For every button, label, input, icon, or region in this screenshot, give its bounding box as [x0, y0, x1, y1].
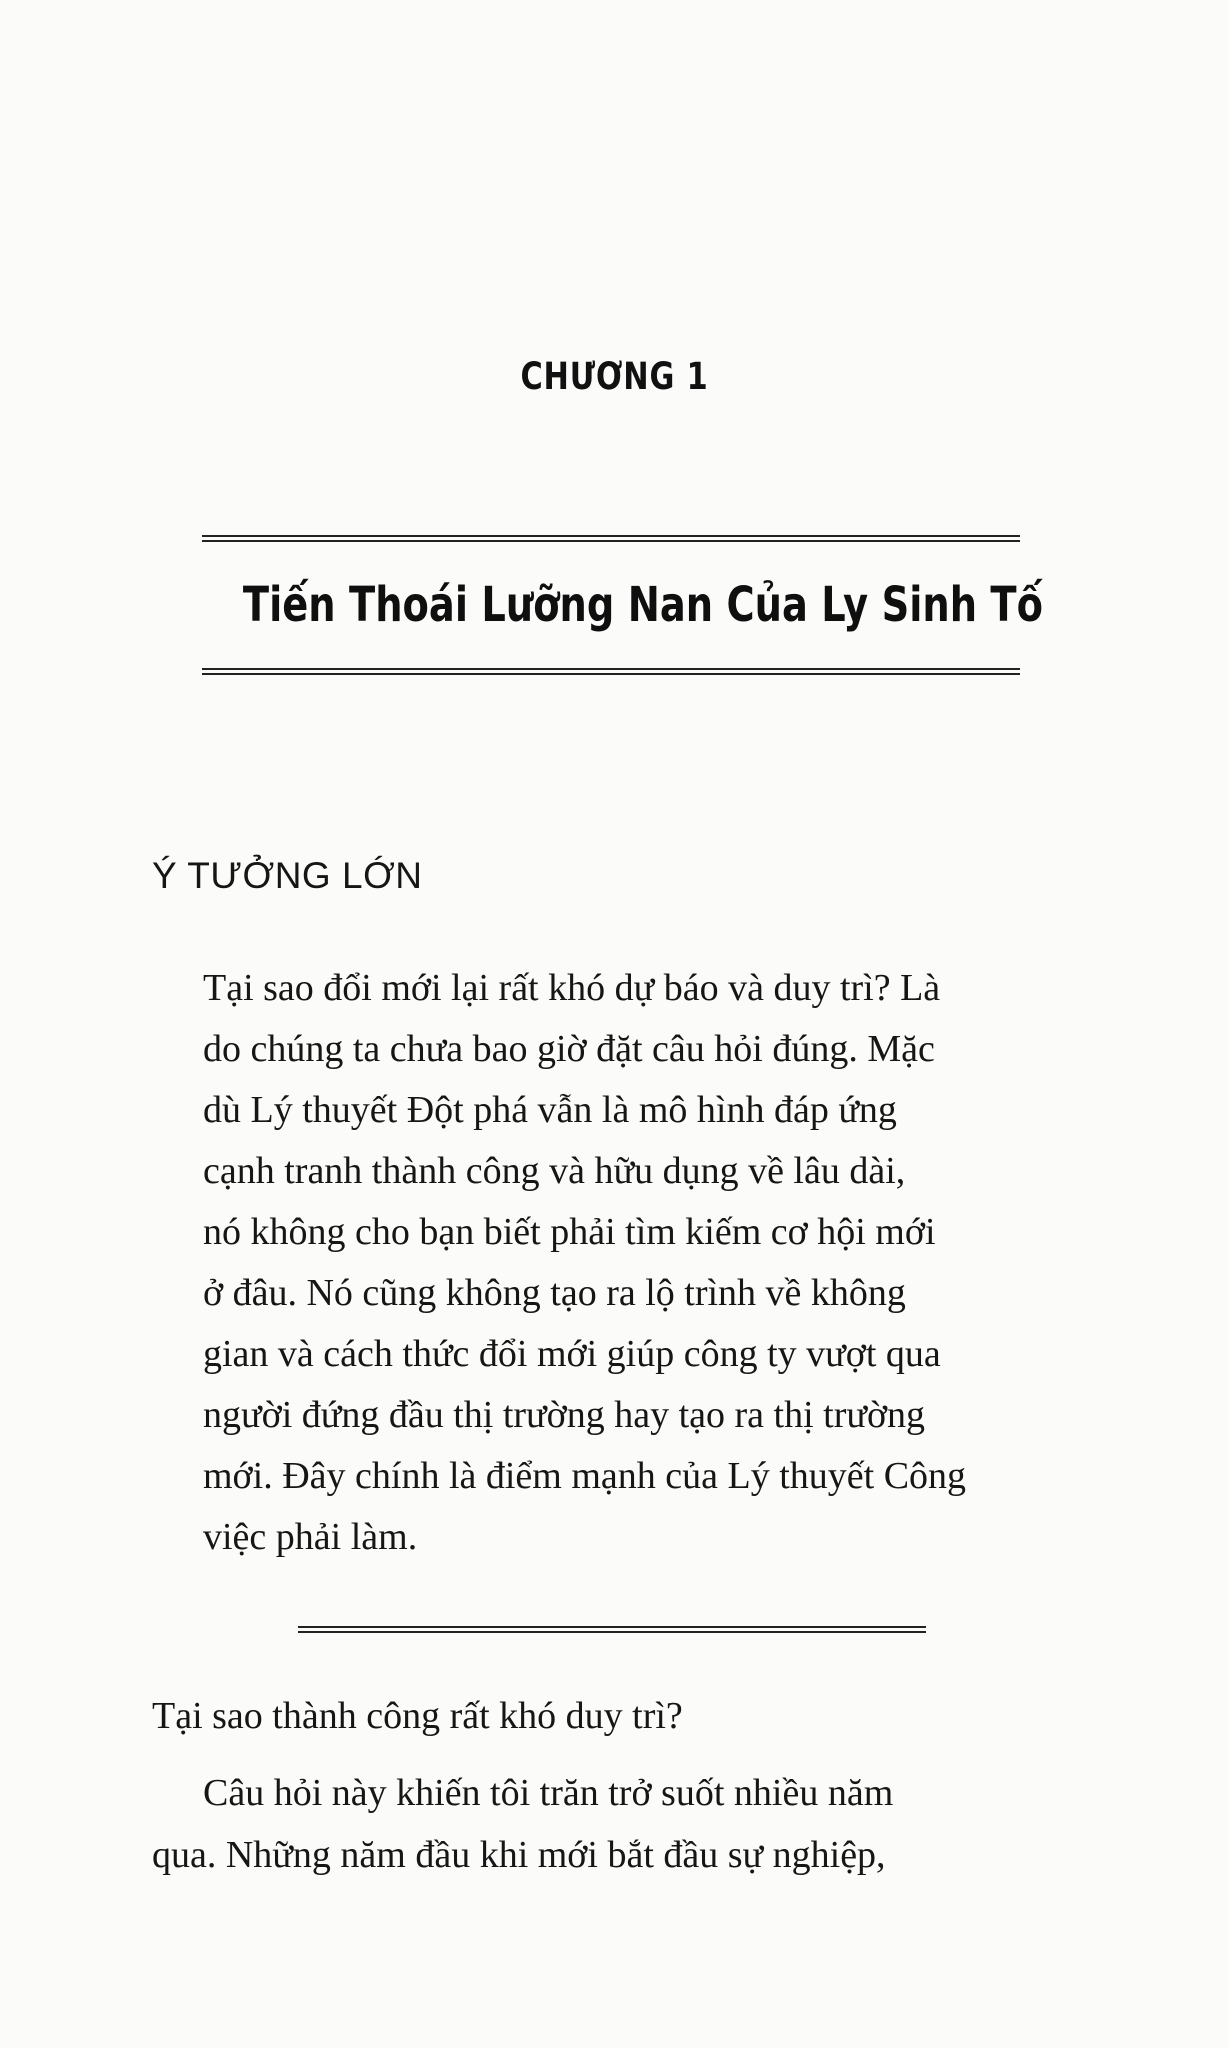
section-divider — [298, 1626, 926, 1633]
big-idea-heading: Ý TƯỞNG LỚN — [152, 855, 423, 896]
body-paragraph — [152, 1762, 1072, 1886]
big-idea-line: mới. Đây chính là điểm mạnh của Lý thuyết Công — [203, 1455, 967, 1497]
body-line: qua. Những năm đầu khi mới bắt đầu sự nghiệp, — [152, 1834, 886, 1876]
chapter-title: Tiến Thoái Lưỡng Nan Của Ly Sinh Tố — [242, 577, 1043, 633]
big-idea-paragraph — [203, 958, 1033, 1568]
title-rule-bottom — [202, 668, 1020, 675]
big-idea-line: người đứng đầu thị trường hay tạo ra thị trường — [203, 1394, 926, 1436]
big-idea-line: gian và cách thức đổi mới giúp công ty vượt qua — [203, 1333, 941, 1375]
big-idea-line: do chúng ta chưa bao giờ đặt câu hỏi đúng. Mặc — [203, 1028, 935, 1070]
body-line: Câu hỏi này khiến tôi trăn trở suốt nhiều năm — [203, 1772, 894, 1814]
body-question: Tại sao thành công rất khó duy trì? — [152, 1695, 683, 1737]
chapter-label: CHƯƠNG 1 — [520, 355, 709, 398]
big-idea-line: nó không cho bạn biết phải tìm kiếm cơ hội mới — [203, 1211, 936, 1253]
big-idea-line: cạnh tranh thành công và hữu dụng về lâu dài, — [203, 1150, 906, 1192]
title-rule-top — [202, 535, 1020, 542]
big-idea-line: việc phải làm. — [203, 1516, 418, 1558]
big-idea-line: Tại sao đổi mới lại rất khó dự báo và duy trì? Là — [203, 967, 941, 1009]
big-idea-line: ở đâu. Nó cũng không tạo ra lộ trình về không — [203, 1272, 906, 1314]
big-idea-line: dù Lý thuyết Đột phá vẫn là mô hình đáp ứng — [203, 1089, 897, 1131]
